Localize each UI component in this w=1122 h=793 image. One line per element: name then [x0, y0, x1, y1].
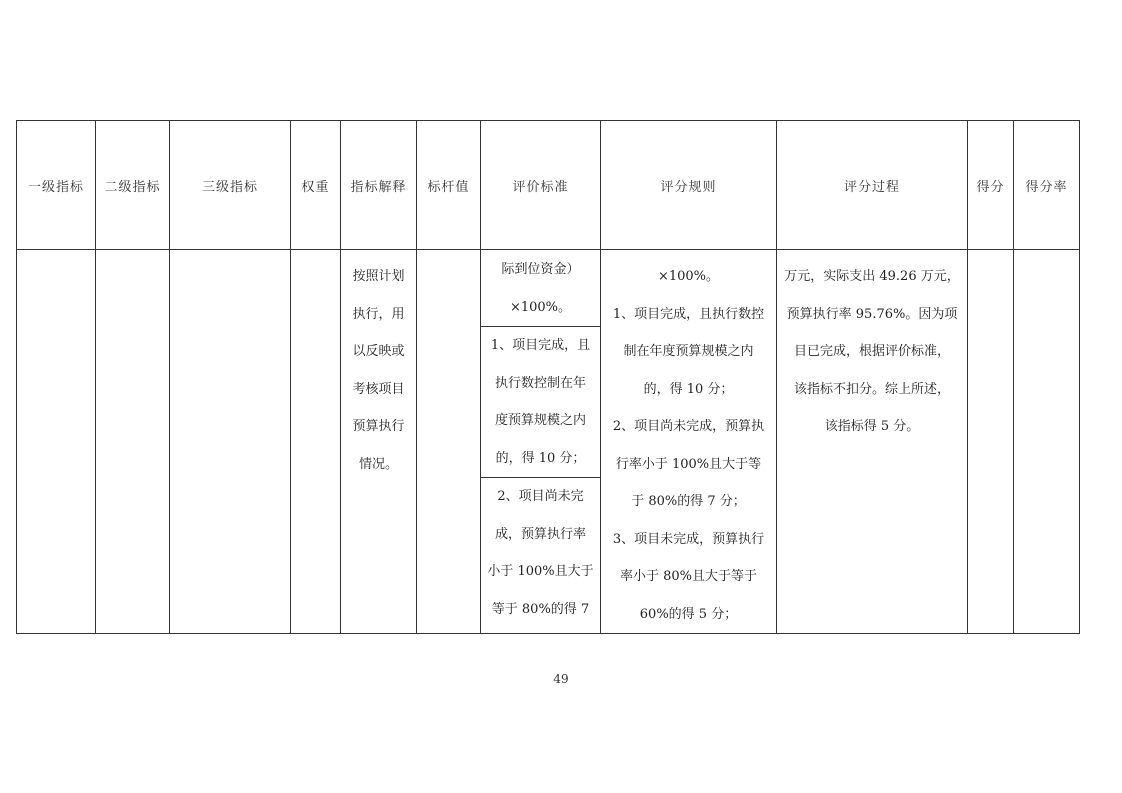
header-row — [17, 121, 1080, 250]
standard-line: 际到位资金） — [501, 262, 580, 277]
cell-weight — [291, 250, 341, 634]
process-line: 预算执行率 95.76%。因为项 — [786, 306, 958, 322]
explanation-line: 以反映或 — [352, 344, 405, 359]
header-level1: 一级指标 — [17, 121, 96, 250]
standard-block — [481, 250, 600, 327]
cell-level3 — [170, 250, 291, 634]
explanation-line: 按照计划 — [352, 269, 405, 284]
cell-process — [777, 250, 968, 634]
header-weight: 权重 — [291, 121, 341, 250]
standard-block — [481, 327, 600, 478]
standard-line: 2、项目尚未完 — [497, 489, 584, 504]
header-rules: 评分规则 — [601, 121, 777, 250]
rules-line: 60%的得 5 分； — [639, 606, 738, 622]
header-level2: 二级指标 — [96, 121, 170, 250]
header-standard: 评价标准 — [481, 121, 601, 250]
explanation-line: 考核项目 — [352, 381, 405, 397]
header-level3: 三级指标 — [170, 121, 291, 250]
rules-line: 1、项目完成，且执行数控 — [612, 306, 765, 322]
explanation-line: 预算执行 — [352, 419, 405, 434]
standard-line: 的，得 10 分； — [495, 450, 586, 466]
standard-line: ×100%。 — [509, 299, 572, 315]
rules-line: 行率小于 100%且大于等 — [615, 456, 762, 472]
header-benchmark: 标杆值 — [417, 121, 481, 250]
process-line: 该指标得 5 分。 — [824, 419, 920, 434]
cell-level1 — [17, 250, 96, 634]
explanation-line: 情况。 — [358, 456, 398, 472]
page-number: 49 — [553, 672, 569, 686]
cell-standard — [481, 250, 601, 634]
process-line: 万元，实际支出 49.26 万元， — [784, 269, 960, 284]
rules-line: 于 80%的得 7 分； — [631, 494, 746, 509]
standard-line: 1、项目完成，且 — [490, 338, 591, 353]
process-line: 目已完成，根据评价标准， — [793, 344, 950, 359]
rules-line: 率小于 80%且大于等于 — [619, 569, 758, 584]
explanation-line: 执行，用 — [352, 306, 405, 322]
rules-line: ×100%。 — [657, 269, 720, 284]
table-row — [17, 250, 1080, 634]
header-process: 评分过程 — [777, 121, 968, 250]
rules-line: 的，得 10 分； — [643, 381, 734, 397]
cell-explanation — [341, 250, 417, 634]
rules-line: 3、项目未完成，预算执行 — [612, 531, 765, 547]
standard-block — [481, 478, 600, 624]
header-score-rate: 得分率 — [1014, 121, 1080, 250]
header-score: 得分 — [968, 121, 1014, 250]
cell-score — [968, 250, 1014, 634]
rules-line: 2、项目尚未完成，预算执 — [612, 419, 765, 434]
cell-level2 — [96, 250, 170, 634]
standard-line: 执行数控制在年 — [494, 375, 586, 391]
standard-line: 度预算规模之内 — [494, 413, 586, 428]
rules-line: 制在年度预算规模之内 — [623, 344, 754, 359]
process-line: 该指标不扣分。综上所述， — [793, 381, 950, 397]
standard-line: 等于 80%的得 7 — [491, 601, 590, 617]
cell-score-rate — [1014, 250, 1080, 634]
cell-rules — [601, 250, 777, 634]
evaluation-table — [16, 120, 1080, 634]
cell-benchmark — [417, 250, 481, 634]
standard-line: 小于 100%且大于 — [487, 564, 594, 579]
header-explanation: 指标解释 — [341, 121, 417, 250]
standard-line: 成，预算执行率 — [494, 526, 586, 542]
